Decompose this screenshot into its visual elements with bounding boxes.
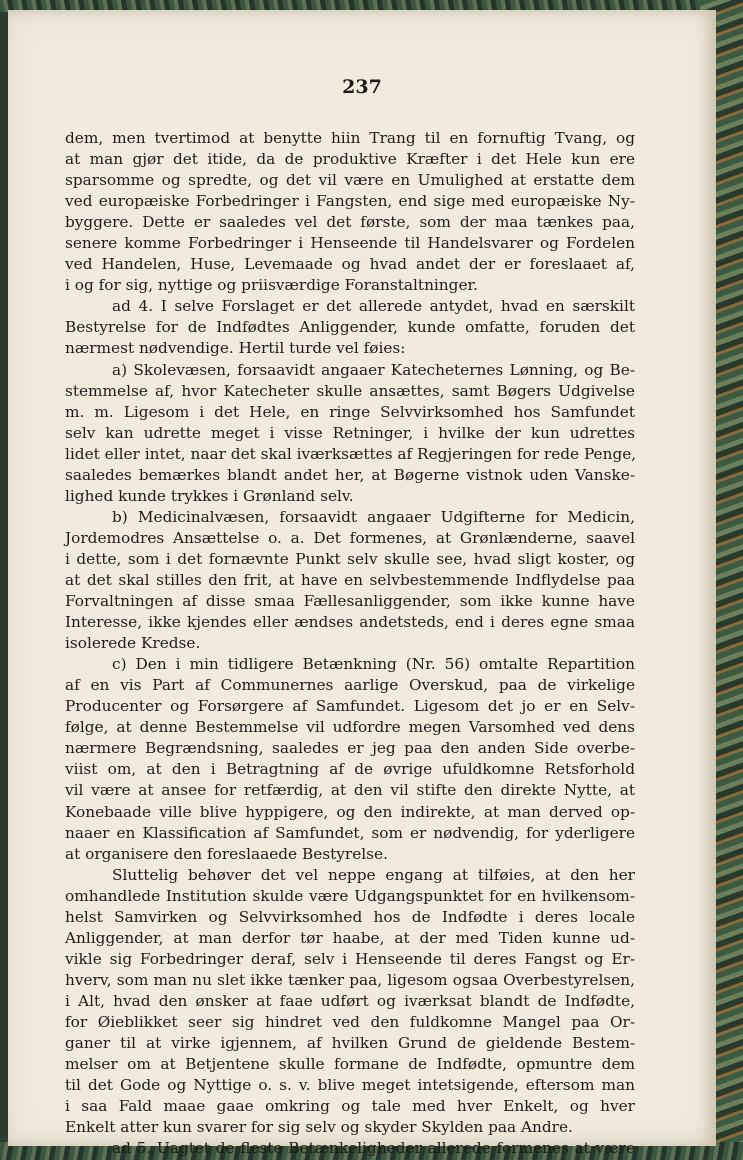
text-line: b) Medicinalvæsen, forsaavidt angaaer Udgifterne for Medicin, bbox=[112, 507, 635, 526]
text-line: Bestyrelse for de Indfødtes Anliggender, kunde omfatte, foruden det bbox=[65, 318, 635, 337]
text-line: sparsomme og spredte, og det vil være en Umulighed at erstatte dem bbox=[65, 171, 635, 190]
text-line: at man gjør det itide, da de produktive Kræfter i det Hele kun ere bbox=[65, 150, 635, 169]
text-line: ad 5. Uagtet de fleste Betænkeligheder allerede formenes at være bbox=[112, 1139, 635, 1158]
text-line: Enkelt atter kun svarer for sig selv og skyder Skylden paa Andre. bbox=[65, 1118, 573, 1137]
text-line: selv kan udrette meget i visse Retninger, i hvilke der kun udrettes bbox=[65, 423, 635, 442]
text-line: af en vis Part af Communernes aarlige Overskud, paa de virkelige bbox=[65, 676, 635, 695]
text-line: lighed kunde trykkes i Grønland selv. bbox=[65, 486, 354, 505]
text-line: a) Skolevæsen, forsaavidt angaaer Katecheternes Lønning, og Be- bbox=[112, 360, 635, 379]
text-line: dem, men tvertimod at benytte hiin Trang til en fornuftig Tvang, og bbox=[65, 129, 635, 147]
text-line: ad 4. I selve Forslaget er det allerede antydet, hvad en særskilt bbox=[112, 297, 635, 316]
page-number: 237 bbox=[342, 76, 382, 98]
text-line: Interesse, ikke kjendes eller ændses andetsteds, end i deres egne smaa bbox=[65, 613, 635, 632]
text-line: lidet eller intet, naar det skal iværksættes af Regjeringen for rede Penge, bbox=[65, 444, 637, 463]
text-line: melser om at Betjentene skulle formane de Indfødte, opmuntre dem bbox=[65, 1055, 635, 1074]
text-line: c) Den i min tidligere Betænkning (Nr. 56) omtalte Repartition bbox=[112, 655, 635, 674]
book-page bbox=[8, 10, 716, 1158]
text-line: til det Gode og Nyttige o. s. v. blive meget intetsigende, eftersom man bbox=[65, 1076, 635, 1095]
text-line: i og for sig, nyttige og priisværdige Foranstaltninger. bbox=[65, 276, 479, 295]
body-text bbox=[65, 128, 635, 1159]
text-line: i Alt, hvad den ønsker at faae udført og iværksat blandt de Indfødte, bbox=[65, 991, 635, 1010]
text-line: nærmere Begrændsning, saaledes er jeg paa den anden Side overbe- bbox=[65, 739, 635, 758]
text-line: Anliggender, at man derfor tør haabe, at der med Tiden kunne ud- bbox=[65, 928, 635, 947]
text-line: i dette, som i det fornævnte Punkt selv skulle see, hvad sligt koster, og bbox=[65, 549, 635, 568]
text-line: følge, at denne Bestemmelse vil udfordre megen Varsomhed ved dens bbox=[65, 718, 635, 737]
text-line: ved Handelen, Huse, Levemaade og hvad andet der er foreslaaet af, bbox=[65, 255, 635, 274]
text-line: byggere. Dette er saaledes vel det første, som der maa tænkes paa, bbox=[65, 213, 635, 232]
text-line: at organisere den foreslaaede Bestyrelse. bbox=[65, 844, 388, 863]
text-line: helst Samvirken og Selvvirksomhed hos de Indfødte i deres locale bbox=[65, 907, 635, 926]
text-line: vikle sig Forbedringer deraf, selv i Henseende til deres Fangst og Er- bbox=[65, 949, 635, 968]
text-line: naaer en Klassification af Samfundet, som er nødvendig, for yderligere bbox=[65, 823, 635, 842]
text-line: viist om, at den i Betragtning af de øvrige ufuldkomne Retsforhold bbox=[65, 760, 635, 779]
text-line: senere komme Forbedringer i Henseende til Handelsvarer og Fordelen bbox=[65, 234, 635, 253]
text-line: stemmelse af, hvor Katecheter skulle ansættes, samt Bøgers Udgivelse bbox=[65, 381, 635, 400]
text-line: for Øieblikket seer sig hindret ved den fuldkomne Mangel paa Or- bbox=[65, 1012, 635, 1031]
text-line: nærmest nødvendige. Hertil turde vel føies: bbox=[65, 339, 406, 358]
text-line: Forvaltningen af disse smaa Fællesanliggender, som ikke kunne have bbox=[65, 592, 635, 611]
text-line: i saa Fald maae gaae omkring og tale med hver Enkelt, og hver bbox=[65, 1097, 635, 1116]
text-line: Sluttelig behøver det vel neppe engang at tilføies, at den her bbox=[112, 865, 635, 884]
text-line: ved europæiske Forbedringer i Fangsten, end sige med europæiske Ny- bbox=[65, 192, 635, 211]
text-line: Jordemodres Ansættelse o. a. Det formenes, at Grønlænderne, saavel bbox=[65, 528, 635, 547]
text-line: Konebaade ville blive hyppigere, og den indirekte, at man derved op- bbox=[65, 802, 635, 821]
text-line: omhandlede Institution skulde være Udgangspunktet for en hvilkensom- bbox=[65, 886, 635, 905]
text-line: at det skal stilles den frit, at have en selvbestemmende Indflydelse paa bbox=[65, 570, 635, 589]
text-line: hverv, som man nu slet ikke tænker paa, ligesom ogsaa Overbestyrelsen, bbox=[65, 970, 635, 989]
text-line: vil være at ansee for retfærdig, at den vil stifte den direkte Nytte, at bbox=[65, 781, 635, 800]
text-line: ganer til at virke igjennem, af hvilken Grund de gieldende Bestem- bbox=[65, 1034, 635, 1053]
text-line: Producenter og Forsørgere af Samfundet. Ligesom det jo er en Selv- bbox=[65, 697, 635, 716]
text-line: saaledes bemærkes blandt andet her, at Bøgerne vistnok uden Vanske- bbox=[65, 465, 635, 484]
text-line: isolerede Kredse. bbox=[65, 634, 201, 653]
text-line: m. m. Ligesom i det Hele, en ringe Selvvirksomhed hos Samfundet bbox=[65, 402, 635, 421]
